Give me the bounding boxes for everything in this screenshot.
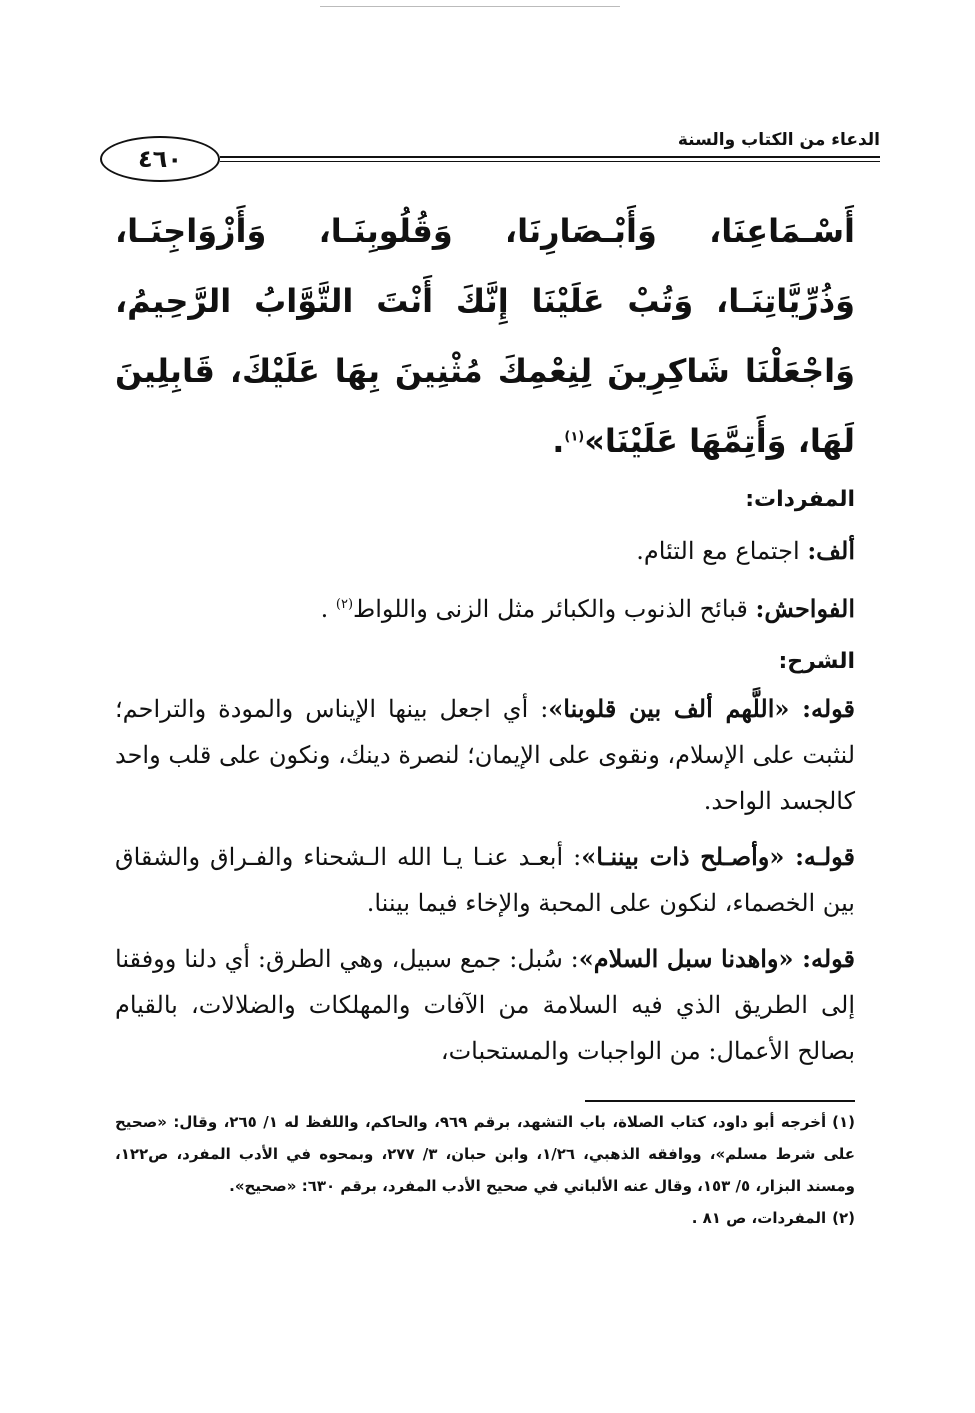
header-rule-thin — [220, 161, 880, 162]
footnotes — [115, 1106, 855, 1234]
vocab-heading: المفردات: — [745, 487, 855, 512]
supplication-text — [115, 196, 855, 476]
footnote-ref-1: (١) — [564, 429, 585, 445]
footnote-rule — [585, 1100, 855, 1102]
paragraph-text: : أي اجعل بينها الإيناس والمودة والتراحم؛ لنثبت على الإسلام، ونقوى على الإيمان؛ لنصرة دينك، ونكون على قلب واحد كالجسد الواحد. — [115, 695, 856, 815]
footnote-ref-2: (٢) — [335, 597, 354, 612]
vocab-term: الفواحش: — [755, 594, 855, 623]
explanation-paragraph — [115, 834, 855, 926]
paragraph-lead: قوله: — [793, 944, 856, 973]
explanation-paragraph — [115, 936, 855, 1074]
footnote — [115, 1202, 855, 1234]
explanation-heading: الشرح: — [778, 649, 855, 674]
vocab-item — [115, 580, 855, 638]
page-content — [115, 196, 855, 1084]
paragraph-quote: «واهدنا سبل السلام» — [578, 944, 794, 973]
header-rule — [220, 156, 880, 158]
footnote-number: (١) — [832, 1113, 855, 1131]
footnote-text: أخرجه أبو داود، كتاب الصلاة، باب التشهد، برقم ٩٦٩، والحاكم، واللفظ له ١/ ٢٦٥، وقال: «صحيح على شرط مسلم»، ووافقه الذهبي، ١/٢٦، وابن حبان، ٣/ ٢٧٧، وبمحوه في الأدب المفرد، ص١٢٢، ومسند البزار، ٥/ ١٥٣، وقال عنه الألباني في صحيح الأدب المفرد، برقم ٦٣٠: «صحيح». — [115, 1113, 856, 1195]
book-title: الدعاء من الكتاب والسنة — [677, 130, 880, 150]
top-rule — [320, 6, 620, 7]
paragraph-lead: قوله: — [789, 694, 856, 723]
supplication-body: أَسْـمَاعِنَا، وَأَبْـصَارِنَا، وَقُلُوبِنَـا، وَأَزْوَاجِنَـا، وَذُرِّيَّاتِنَـا، وَتُبْ عَلَيْنَا إِنَّكَ أَنْتَ التَّوَّابُ الرَّحِيمُ، وَاجْعَلْنَا شَاكِرِينَ لِنِعْمِكَ مُثْنِينَ بِهَا عَلَيْكَ، قَابِلِينَ لَهَا، وَأَتِمَّهَا عَلَيْنَا» — [115, 212, 855, 460]
vocab-definition: اجتماع مع التئام. — [636, 537, 808, 565]
explanation-paragraph — [115, 686, 855, 824]
paragraph-lead: قولـه: — [784, 842, 856, 871]
vocab-item — [115, 522, 855, 580]
paragraph-text: : سُبل: جمع سبيل، وهي الطرق: أي دلنا ووفقنا إلى الطريق الذي فيه السلامة من الآفات والمهلكات والضلالات، بالقيام بصالح الأعمال: من الواجبات والمستحبات، — [115, 945, 855, 1065]
vocab-term: ألف: — [807, 536, 855, 565]
footnote — [115, 1106, 855, 1202]
footnote-text: المفردات، ص ٨١ . — [691, 1209, 827, 1227]
paragraph-text: : أبعـد عنـا يـا الله الـشحناء والفـراق والشقاق بين الخصماء، لنكون على المحبة والإخاء فيما بيننا. — [115, 843, 855, 917]
supplication-end: . — [552, 422, 565, 460]
footnote-number: (٢) — [832, 1209, 855, 1227]
paragraph-quote: «وأصـلح ذات بيننـا» — [581, 842, 785, 871]
vocab-definition: قبائح الذنوب والكبائر مثل الزنى واللواط — [353, 595, 756, 623]
page-number: ٤٦٠ — [100, 136, 220, 182]
page-header — [100, 118, 880, 188]
paragraph-quote: «اللَّهم ألف بين قلوبنا» — [548, 694, 790, 723]
vocab-end: . — [320, 595, 336, 623]
